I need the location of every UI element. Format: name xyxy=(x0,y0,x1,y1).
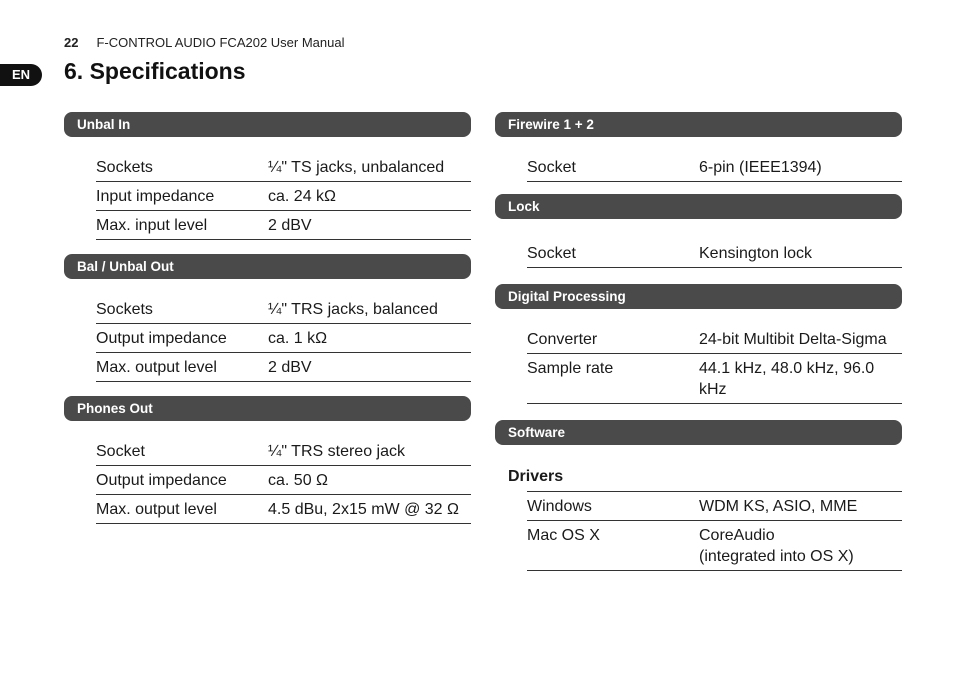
right-column xyxy=(495,112,902,571)
spec-key: Sample rate xyxy=(527,354,699,404)
table-row xyxy=(96,353,471,382)
section-header-lock: Lock xyxy=(495,194,902,219)
manual-title: F-CONTROL AUDIO FCA202 User Manual xyxy=(96,35,345,50)
spec-key: Input impedance xyxy=(96,182,268,211)
spec-value: 4.5 dBu, 2x15 mW @ 32 Ω xyxy=(268,495,471,524)
spec-key: Max. input level xyxy=(96,211,268,240)
spec-value: 6-pin (IEEE1394) xyxy=(699,153,902,182)
spec-value: ca. 50 Ω xyxy=(268,466,471,495)
spec-key: Sockets xyxy=(96,295,268,324)
table-row xyxy=(96,295,471,324)
spec-table-digital-processing xyxy=(527,325,902,404)
spec-key: Socket xyxy=(527,239,699,268)
spec-value xyxy=(699,521,902,571)
section-header-software: Software xyxy=(495,420,902,445)
table-row xyxy=(527,325,902,354)
drivers-subheading: Drivers xyxy=(508,468,564,485)
spec-table-software xyxy=(527,491,902,571)
spec-value: ¼" TRS jacks, balanced xyxy=(268,295,471,324)
spec-value: ¼" TS jacks, unbalanced xyxy=(268,153,471,182)
table-row xyxy=(527,354,902,404)
table-row xyxy=(96,182,471,211)
table-row xyxy=(96,153,471,182)
spec-table-bal-unbal-out xyxy=(96,295,471,382)
spec-key: Output impedance xyxy=(96,324,268,353)
page-number: 22 xyxy=(64,35,79,50)
spec-table-phones-out xyxy=(96,437,471,524)
spec-value: 2 dBV xyxy=(268,353,471,382)
language-tab: EN xyxy=(0,64,42,86)
spec-key: Socket xyxy=(96,437,268,466)
table-row xyxy=(527,492,902,521)
left-column xyxy=(64,112,471,524)
page-title: 6. Specifications xyxy=(64,58,246,84)
page-header xyxy=(64,35,345,50)
spec-key: Windows xyxy=(527,492,699,521)
spec-table-firewire xyxy=(527,153,902,182)
table-row xyxy=(96,437,471,466)
table-row xyxy=(96,324,471,353)
section-header-phones-out: Phones Out xyxy=(64,396,471,421)
table-row xyxy=(96,495,471,524)
spec-value: WDM KS, ASIO, MME xyxy=(699,492,902,521)
spec-key: Sockets xyxy=(96,153,268,182)
section-header-firewire: Firewire 1 + 2 xyxy=(495,112,902,137)
spec-key: Mac OS X xyxy=(527,521,699,571)
table-row xyxy=(527,153,902,182)
spec-value: Kensington lock xyxy=(699,239,902,268)
section-header-bal-unbal-out: Bal / Unbal Out xyxy=(64,254,471,279)
table-row xyxy=(96,466,471,495)
spec-value-line-2: (integrated into OS X) xyxy=(699,548,854,565)
spec-value: 2 dBV xyxy=(268,211,471,240)
section-header-unbal-in: Unbal In xyxy=(64,112,471,137)
spec-table-lock xyxy=(527,239,902,268)
spec-key: Output impedance xyxy=(96,466,268,495)
spec-key: Socket xyxy=(527,153,699,182)
spec-table-unbal-in xyxy=(96,153,471,240)
section-header-digital-processing: Digital Processing xyxy=(495,284,902,309)
spec-value: ca. 1 kΩ xyxy=(268,324,471,353)
table-row xyxy=(527,521,902,571)
spec-value: ca. 24 kΩ xyxy=(268,182,471,211)
spec-key: Converter xyxy=(527,325,699,354)
spec-value: ¼" TRS stereo jack xyxy=(268,437,471,466)
table-row xyxy=(96,211,471,240)
spec-value-line-1: CoreAudio xyxy=(699,527,775,544)
spec-key: Max. output level xyxy=(96,353,268,382)
spec-value: 24-bit Multibit Delta-Sigma xyxy=(699,325,902,354)
spec-key: Max. output level xyxy=(96,495,268,524)
spec-value: 44.1 kHz, 48.0 kHz, 96.0 kHz xyxy=(699,354,902,404)
table-row xyxy=(527,239,902,268)
